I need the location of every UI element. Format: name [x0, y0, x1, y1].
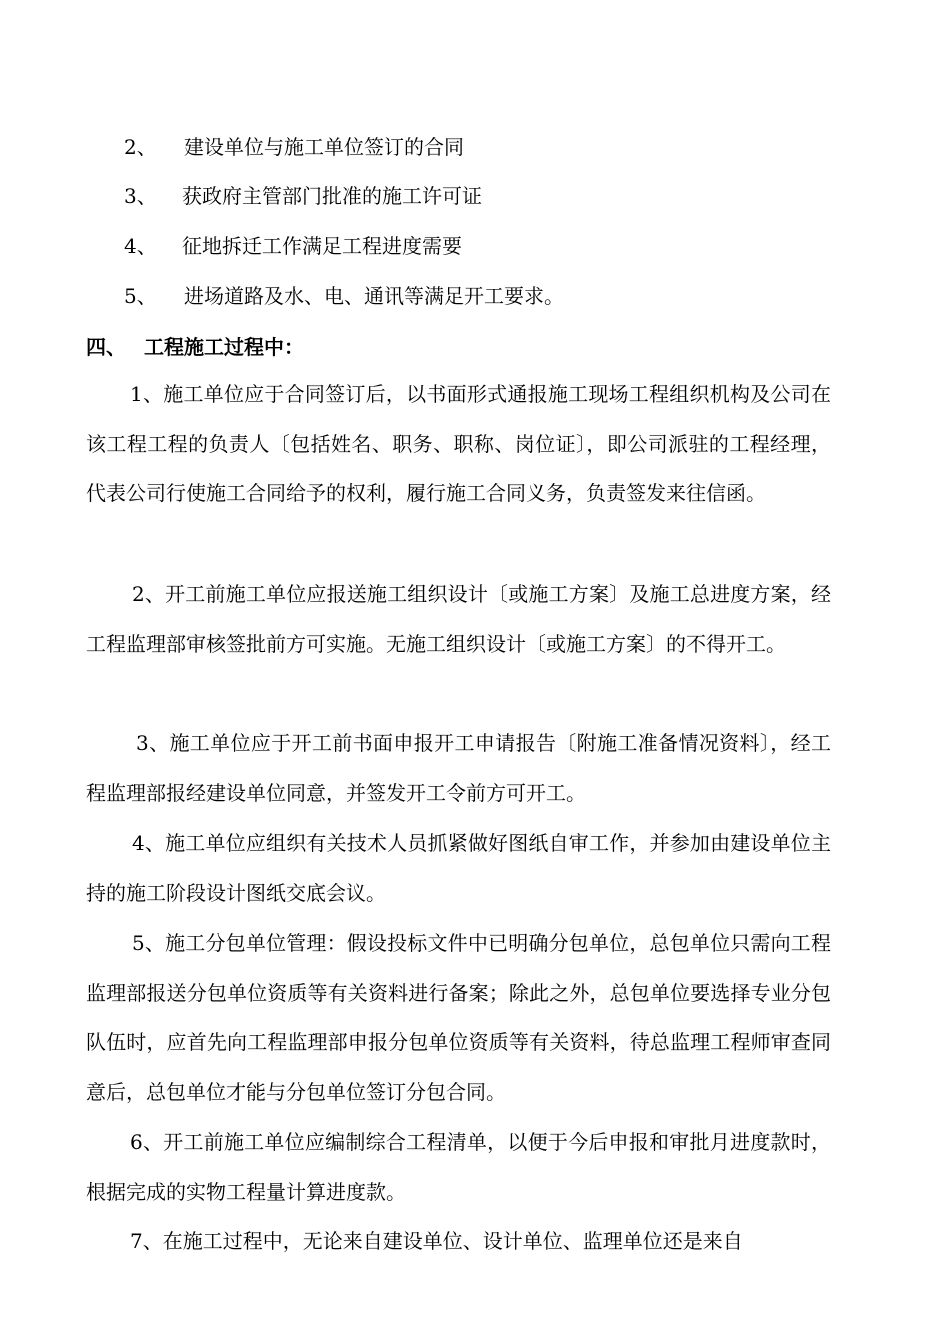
- list-item-text: 建设单位与施工单位签订的合同: [184, 135, 464, 159]
- paragraph: 6、开工前施工单位应编制综合工程清单，以便于今后申报和审批月进度款时，根据完成的实物工程量计算进度款。: [86, 1130, 831, 1204]
- list-item-number: 5、: [124, 284, 157, 308]
- list-item-number: 3、: [124, 184, 157, 208]
- paragraph: 2、开工前施工单位应报送施工组织设计〔或施工方案〕及施工总进度方案，经工程监理部审核签批前方可实施。无施工组织设计〔或施工方案〕的不得开工。: [86, 582, 831, 656]
- paragraph: 3、施工单位应于开工前书面申报开工申请报告〔附施工准备情况资料〕，经工程监理部报经建设单位同意，并签发开工令前方可开工。: [86, 731, 831, 805]
- list-item-text: 征地拆迁工作满足工程进度需要: [182, 234, 462, 258]
- paragraph: 5、施工分包单位管理：假设投标文件中已明确分包单位，总包单位只需向工程监理部报送分包单位资质等有关资料进行备案；除此之外，总包单位要选择专业分包队伍时，应首先向工程监理部申报分包单位资质等有关资料，待总监理工程师审查同意后，总包单位才能与分包单位签订分包合同。: [86, 931, 831, 1104]
- list-item-text: 进场道路及水、电、通讯等满足开工要求。: [184, 284, 564, 308]
- section-title: 工程施工过程中：: [144, 335, 304, 359]
- list-item-number: 4、: [124, 234, 157, 258]
- paragraph: 4、施工单位应组织有关技术人员抓紧做好图纸自审工作，并参加由建设单位主持的施工阶段设计图纸交底会议。: [86, 831, 831, 905]
- list-item-number: 2、: [124, 135, 157, 159]
- paragraph: 7、在施工过程中，无论来自建设单位、设计单位、监理单位还是来自: [130, 1229, 743, 1253]
- section-number: 四、: [86, 335, 126, 359]
- list-item-text: 获政府主管部门批准的施工许可证: [182, 184, 482, 208]
- paragraph: 1、施工单位应于合同签订后，以书面形式通报施工现场工程组织机构及公司在该工程工程的负责人〔包括姓名、职务、职称、岗位证〕，即公司派驻的工程经理，代表公司行使施工合同给予的权利，履行施工合同义务，负责签发来往信函。: [86, 382, 831, 505]
